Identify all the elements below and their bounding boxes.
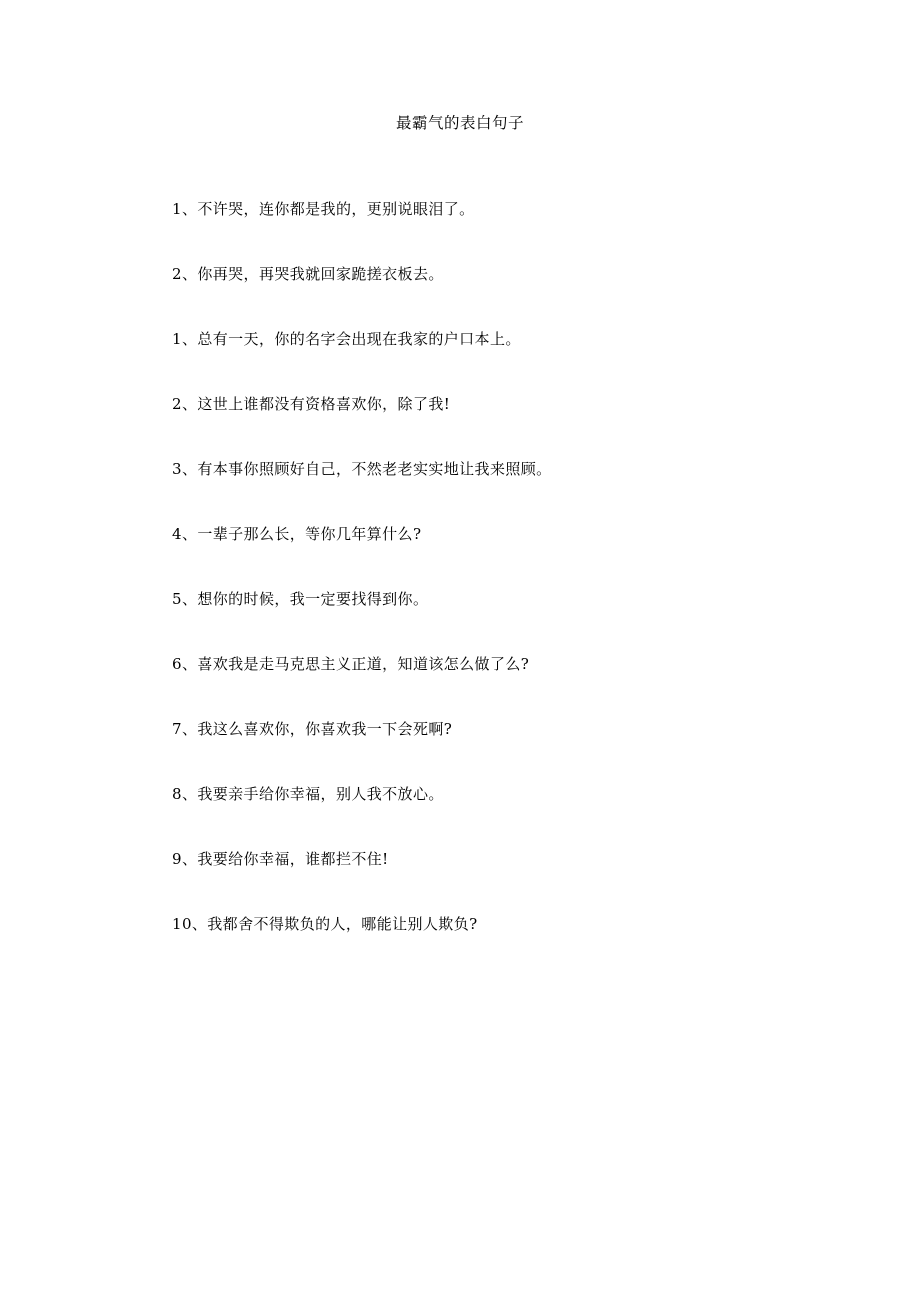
paragraph: 2、你再哭，再哭我就回家跪搓衣板去。 xyxy=(172,265,444,284)
paragraph: 8、我要亲手给你幸福，别人我不放心。 xyxy=(172,785,444,804)
paragraph: 4、一辈子那么长，等你几年算什么? xyxy=(172,525,422,544)
page-title: 最霸气的表白句子 xyxy=(395,114,524,132)
paragraph: 10、我都舍不得欺负的人，哪能让别人欺负? xyxy=(172,915,478,934)
paragraph: 5、想你的时候，我一定要找得到你。 xyxy=(172,590,429,609)
paragraph: 6、喜欢我是走马克思主义正道，知道该怎么做了么? xyxy=(172,655,530,674)
paragraph: 1、总有一天，你的名字会出现在我家的户口本上。 xyxy=(172,330,521,349)
paragraph: 3、有本事你照顾好自己，不然老老实实地让我来照顾。 xyxy=(172,460,552,479)
document-body xyxy=(0,135,920,936)
paragraph: 2、这世上谁都没有资格喜欢你，除了我! xyxy=(172,395,451,414)
paragraph: 7、我这么喜欢你，你喜欢我一下会死啊? xyxy=(172,720,453,739)
paragraph: 9、我要给你幸福，谁都拦不住! xyxy=(172,850,389,869)
paragraph: 1、不许哭，连你都是我的，更别说眼泪了。 xyxy=(172,200,475,219)
